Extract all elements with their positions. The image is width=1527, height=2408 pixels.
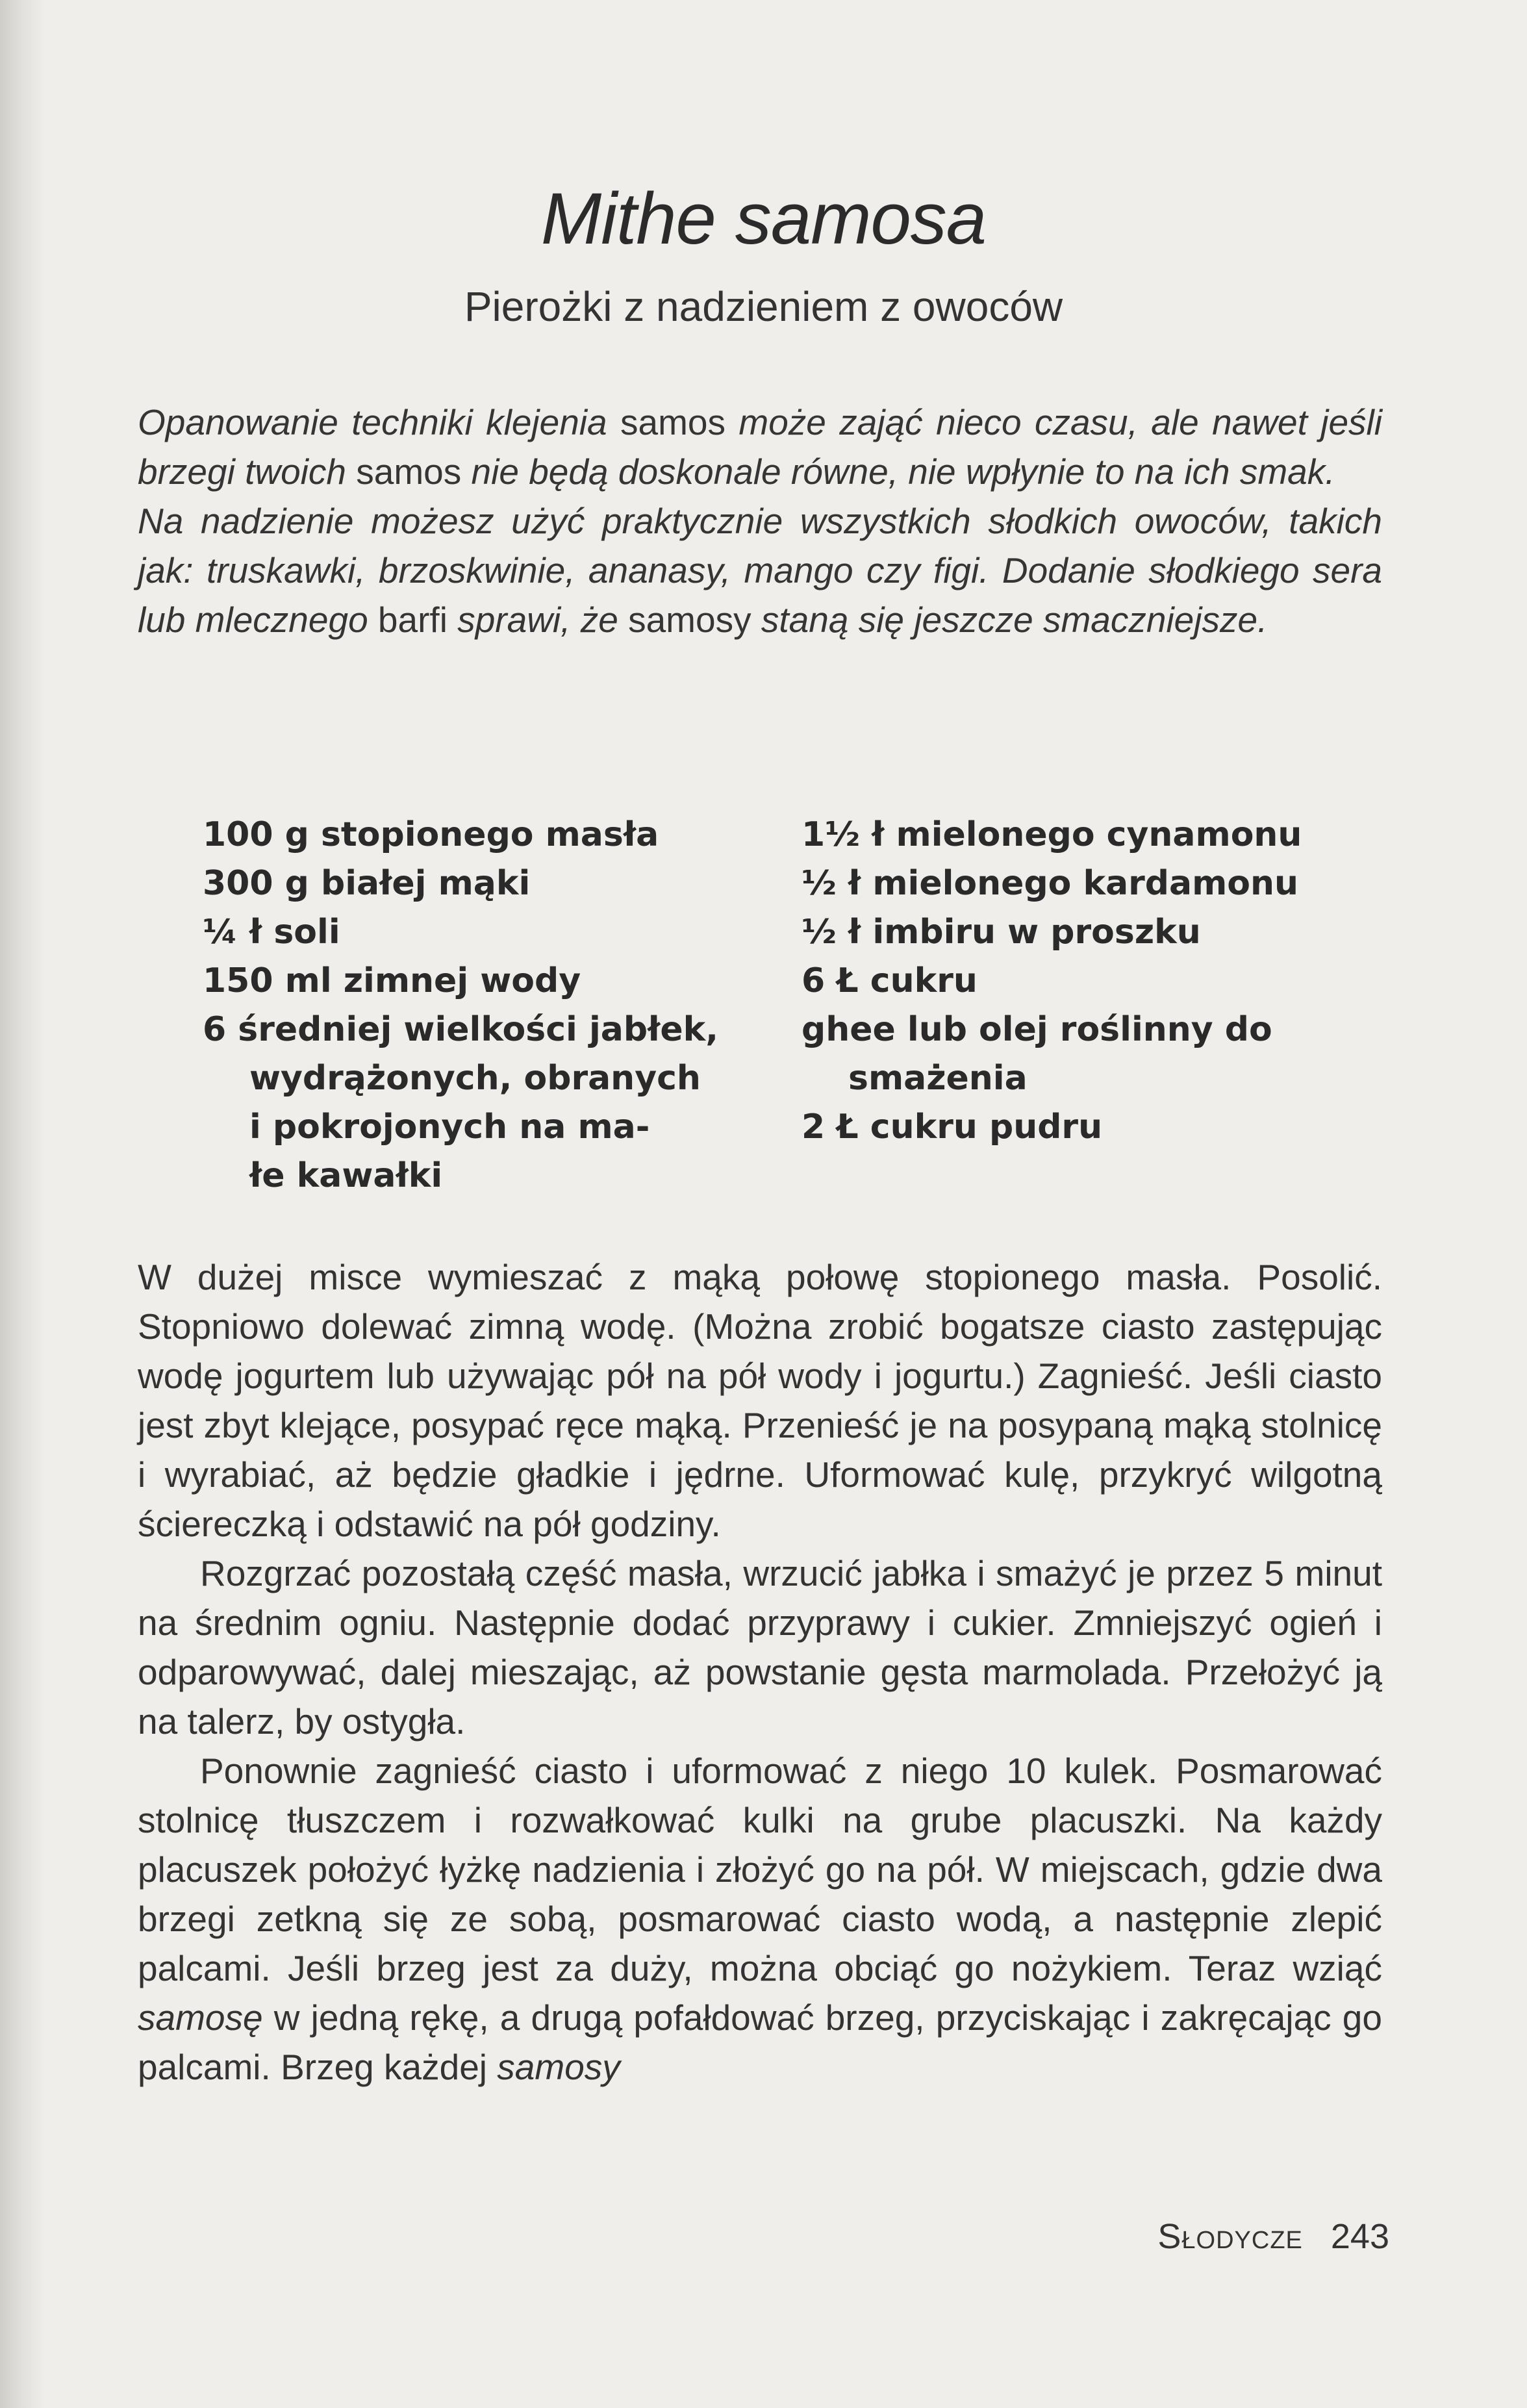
method-segment: W dużej misce wymieszać z mąką połowę stopionego masła. Posolić. Stopniowo dolewać zimną wodę. (Można zrobić bogatsze ciasto zastępując wodę jogurtem lub używając pół na pół wody i jogurtu.) Zagnieść. Jeśli ciasto jest zbyt klejące, posypać ręce mąką. Przenieść je na posypaną mąką stolnicę i wyrabiać, aż będzie gładkie i jędrne. Uformować kulę, przykryć wilgotną ściereczką i odstawić na pół godziny. — [138, 1257, 1382, 1544]
method-segment: w jedną rękę, a drugą pofałdować brzeg, przyciskając i zakręcając go palcami. Brzeg każdej — [138, 1997, 1382, 2087]
page-footer — [1157, 2214, 1389, 2259]
ingredient-item: 100 g stopionego masła — [203, 815, 659, 854]
page-number: 243 — [1330, 2217, 1389, 2256]
intro-segment: nie będą doskonale równe, nie wpłynie to na ich smak. — [471, 451, 1335, 492]
ingredient-item-continued: wydrążonych, obranych — [249, 1059, 701, 1098]
intro-segment: samos — [607, 402, 739, 442]
intro-segment: Opanowanie techniki klejenia — [138, 402, 607, 442]
method-paragraph — [138, 1549, 1382, 1746]
intro-segment: Na nadzienie możesz użyć praktycznie wszystkich słodkich owoców, takich jak: truskawki, brzoskwinie, ananasy, mango czy figi. Dodanie słodkiego sera lub mlecznego — [138, 501, 1382, 640]
intro-segment: staną się jeszcze smaczniejsze. — [761, 600, 1268, 640]
section-name: Słodycze — [1157, 2217, 1303, 2256]
ingredient-item-continued: smażenia — [848, 1059, 1028, 1098]
intro-segment: sprawi, że — [457, 600, 618, 640]
ingredient-item: 2 Ł cukru pudru — [801, 1108, 1103, 1147]
ingredient-item: ghee lub olej roślinny do — [801, 1010, 1272, 1049]
method-paragraph — [138, 1252, 1382, 1549]
ingredients-list-right — [801, 811, 1386, 1152]
ingredient-item-continued: i pokrojonych na ma- — [249, 1108, 650, 1147]
ingredient-item: 6 Ł cukru — [801, 961, 978, 1000]
recipe-title: Mithe samosa — [540, 178, 987, 259]
method-segment: Ponownie zagnieść ciasto i uformować z niego 10 kulek. Posmarować stolnicę tłuszczem i rozwałkować kulki na grube placuszki. Na każdy placuszek położyć łyżkę nadzienia i złożyć go na pół. W miejscach, gdzie dwa brzegi zetkną się ze sobą, posmarować ciasto wodą, a następnie zlepić palcami. Jeśli brzeg jest za duży, można obciąć go nożykiem. Teraz wziąć — [138, 1751, 1382, 1988]
method-segment: samosę — [138, 1997, 274, 2038]
ingredient-item: 6 średniej wielkości jabłek, — [203, 1010, 719, 1049]
intro-segment: może zająć nieco czasu, ale nawet jeśli brzegi twoich — [138, 402, 1382, 492]
intro-paragraph — [138, 398, 1382, 496]
intro-segment: samosy — [618, 600, 761, 640]
intro-paragraph — [138, 496, 1382, 644]
method-segment: Rozgrzać pozostałą część masła, wrzucić jabłka i smażyć je przez 5 minut na średnim ogniu. Następnie dodać przyprawy i cukier. Zmniejszyć ogień i odparowywać, dalej mieszając, aż powstanie gęsta marmolada. Przełożyć ją na talerz, by ostygła. — [138, 1553, 1382, 1742]
method-segment: samosy — [487, 2047, 620, 2087]
intro-text — [138, 398, 1382, 644]
ingredient-item: ½ ł mielonego kardamonu — [801, 864, 1299, 903]
intro-segment: samos — [346, 451, 472, 492]
recipe-subtitle: Pierożki z nadzieniem z owoców — [464, 283, 1063, 330]
method-text — [138, 1252, 1382, 2092]
intro-segment: barfi — [368, 600, 458, 640]
ingredient-item: 150 ml zimnej wody — [203, 961, 581, 1000]
page-binding-shadow — [0, 0, 45, 2408]
ingredients-list-left — [203, 811, 774, 1200]
ingredient-item: ½ ł imbiru w proszku — [801, 913, 1201, 952]
ingredient-item: 1½ ł mielonego cynamonu — [801, 815, 1302, 854]
method-paragraph — [138, 1746, 1382, 2092]
ingredient-item-continued: łe kawałki — [249, 1156, 443, 1195]
ingredient-item: ¼ ł soli — [203, 913, 340, 952]
ingredient-item: 300 g białej mąki — [203, 864, 531, 903]
